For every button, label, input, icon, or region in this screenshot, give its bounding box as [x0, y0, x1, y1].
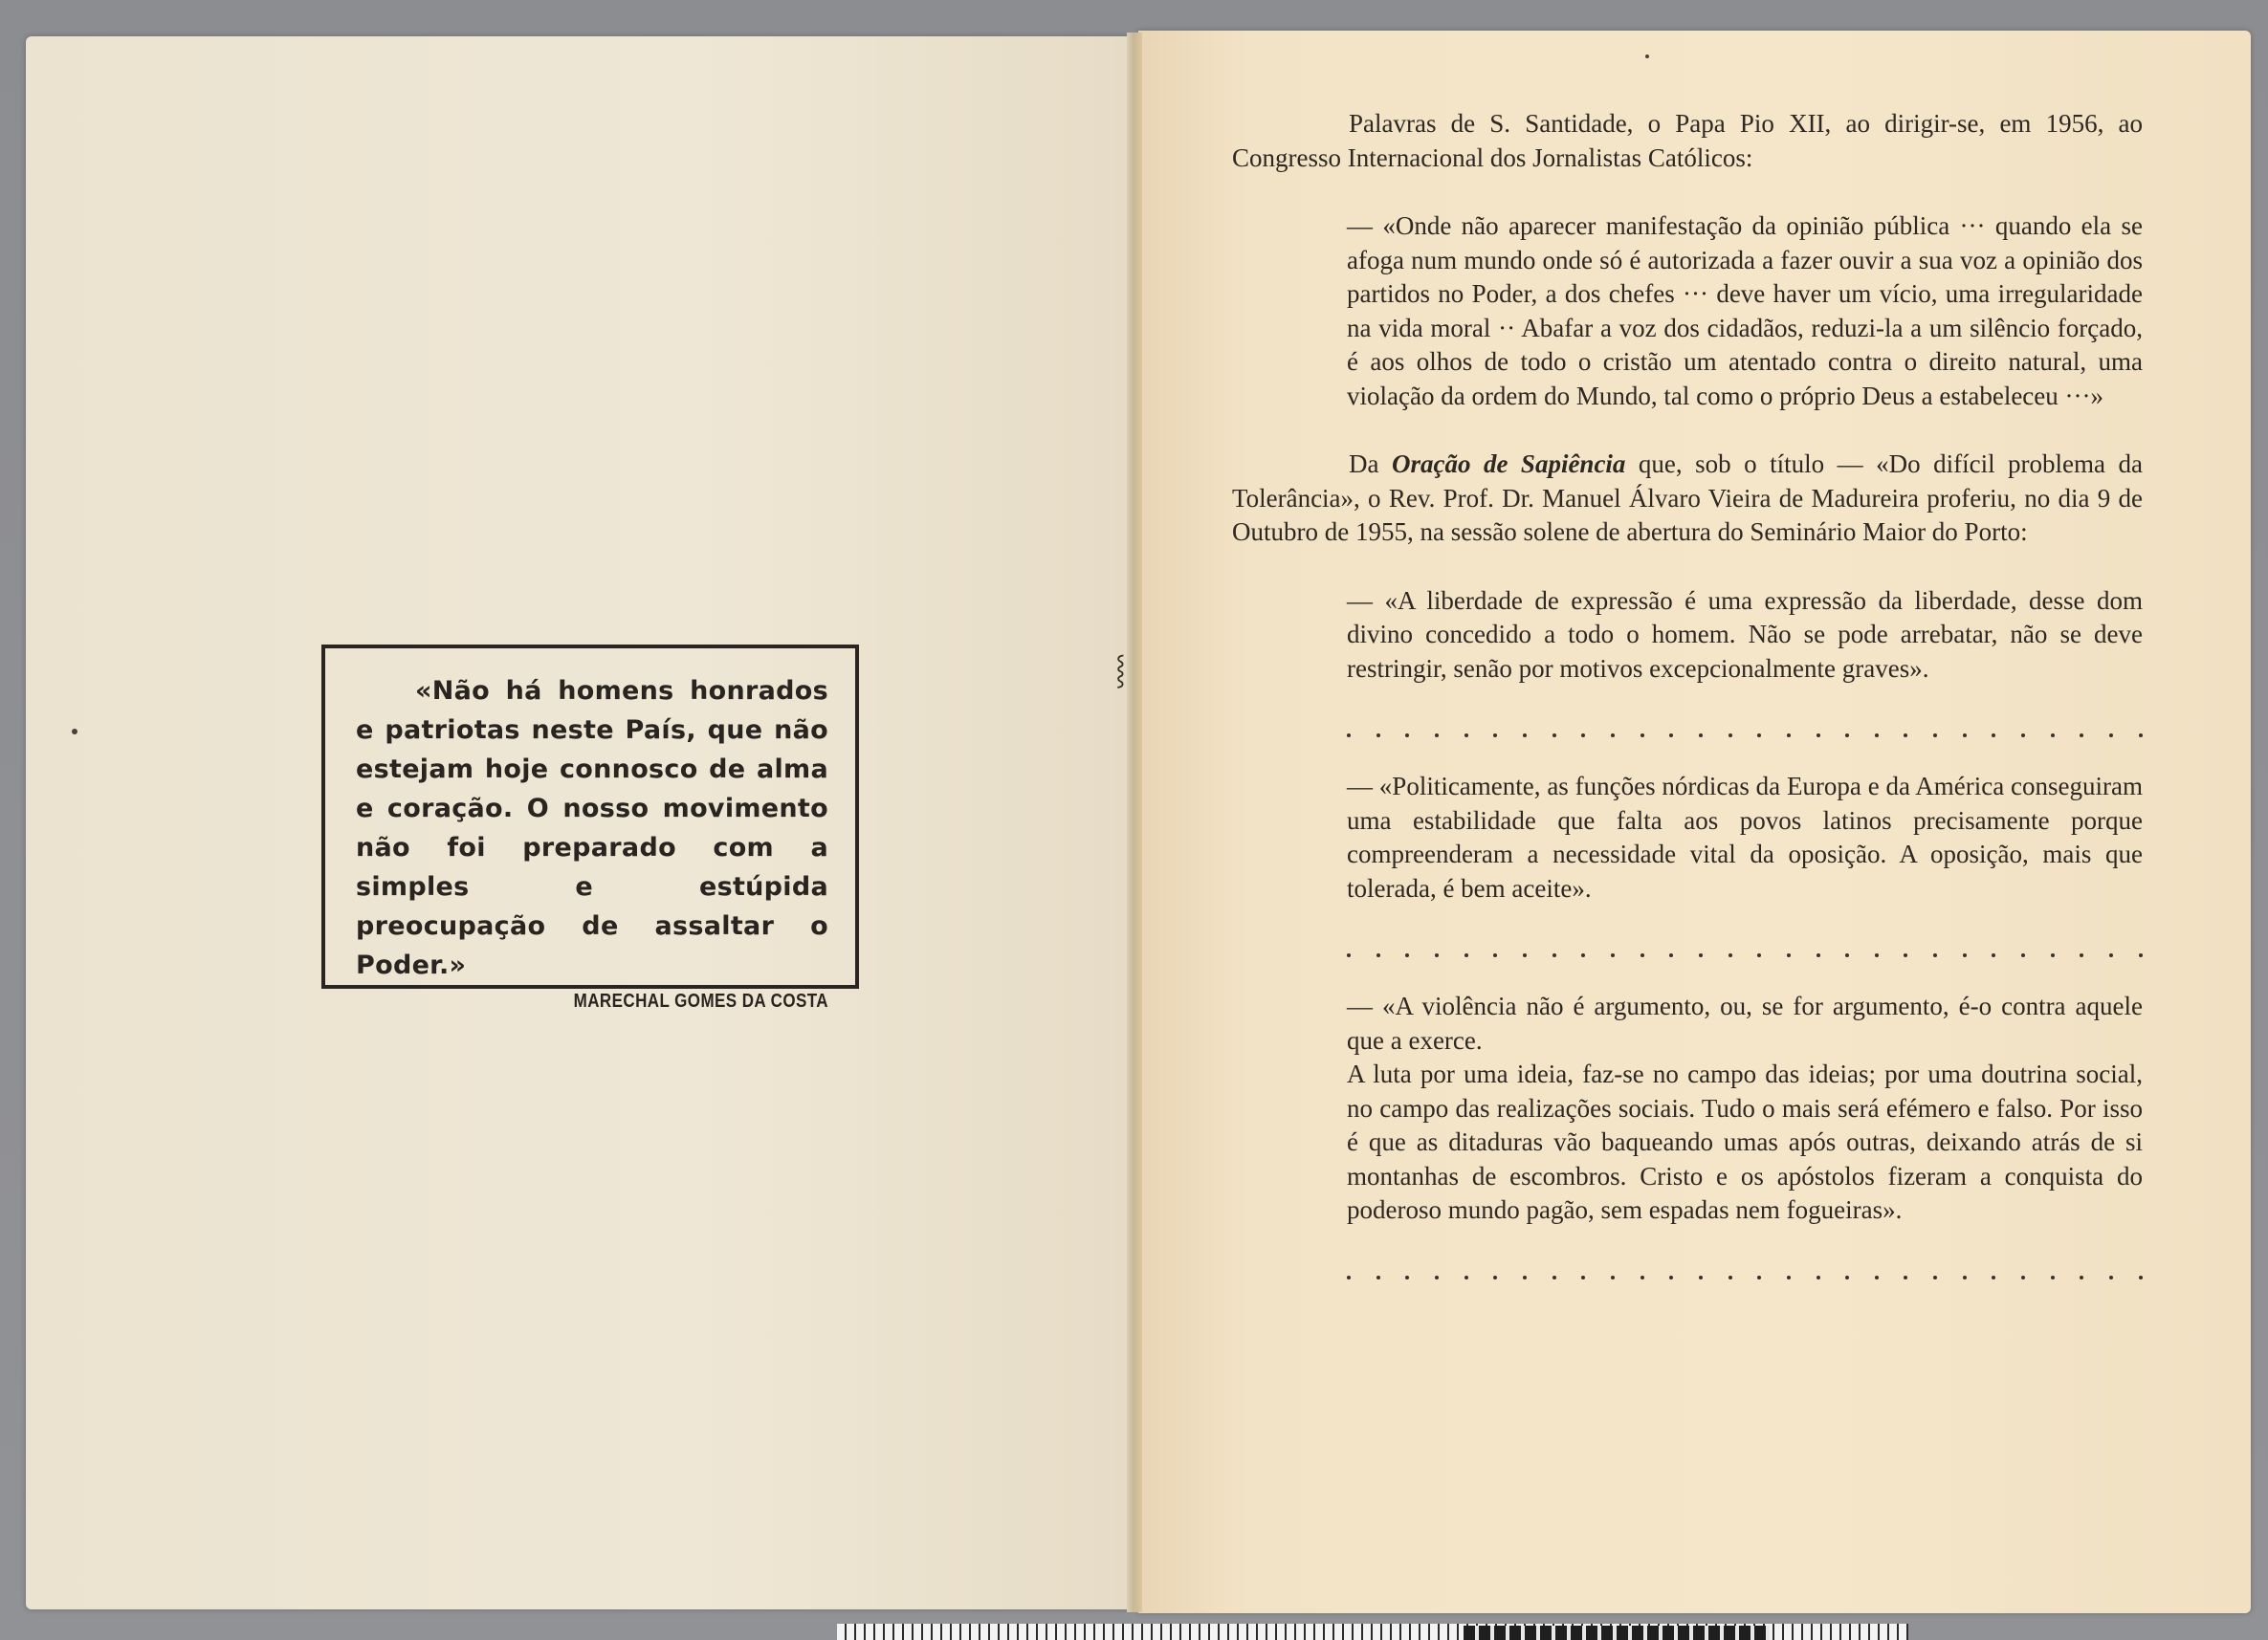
quote-paragraph-4b: A luta por uma ideia, faz-se no campo das ideias; por uma doutrina social, no campo das realizações sociais. Tudo o mais será efémero e falso. Por isso é que as ditaduras vão baqueando umas após outras, deixando atrás de si montanhas de escombros. Cristo e os apóstolos fizeram a conquista do poderoso mundo pagão, sem espadas nem fogueiras».: [1347, 1060, 2143, 1224]
ellipsis-separator: [1347, 938, 2143, 957]
speck: [1645, 55, 1649, 58]
scale-ruler-dark-segment: [1464, 1626, 1770, 1640]
intro-paragraph-2: [1232, 448, 2143, 550]
intro-2-pre: Da: [1349, 449, 1392, 478]
right-page-text: [1232, 107, 2143, 1279]
quote-paragraph-1: — «Onde não aparecer manifestação da opinião pública ··· quando ela se afoga num mundo onde só é autorizada a fazer ouvir a sua voz a opinião dos partidos no Poder, a dos chefes ··· deve haver um vício, uma irregularidade na vida moral ·· Abafar a voz dos cidadãos, reduzi-la a um silêncio forçado, é aos olhos de todo o cristão um atentado contra o direito natural, uma violação da ordem do Mundo, tal como o próprio Deus a estabeleceu ···»: [1347, 211, 2143, 410]
intro-2-title: Oração de Sapiência: [1391, 449, 1626, 478]
staple-tear-icon: ⸾: [1115, 653, 1126, 687]
ellipsis-separator: [1347, 1260, 2143, 1279]
quote-author: MARECHAL GOMES DA COSTA: [573, 991, 828, 1012]
speck: [72, 729, 77, 734]
quote-box: [321, 645, 859, 1012]
book-spine: [1127, 33, 1142, 1612]
intro-2-post: que, sob o título — «Do difícil problema da Tolerância», o Rev. Prof. Dr. Manuel Álvaro Vieira de Madureira proferiu, no dia 9 de Outubro de 1955, na sessão solene de abertura do Seminário Maior do Porto:: [1232, 449, 2143, 546]
ellipsis-separator: [1347, 718, 2143, 737]
quote-paragraph-3: — «Politicamente, as funções nórdicas da Europa e da América conseguiram uma estabilidade que falta aos povos latinos precisamente porque compreenderam a necessidade vital da oposição. A oposição, mais que tolerada, é bem aceite».: [1347, 772, 2143, 903]
quote-paragraph-4a: — «A violência não é argumento, ou, se for argumento, é-o contra aquele que a exerce.: [1347, 992, 2143, 1055]
quote-paragraph-2: — «A liberdade de expressão é uma expressão da liberdade, desse dom divino concedido a todo o homem. Não se pode arrebatar, não se deve restringir, senão por motivos excepcionalmente graves».: [1347, 585, 2143, 683]
quote-text: «Não há homens honrados e patriotas neste País, que não estejam hoje connosco de alma e coração. O nosso movimento não foi preparado com a simples e estúpida preocupação de assaltar o Poder.»: [356, 676, 828, 980]
intro-paragraph-1: Palavras de S. Santidade, o Papa Pio XII, ao dirigir-se, em 1956, ao Congresso Internacional dos Jornalistas Católicos:: [1232, 109, 2143, 172]
